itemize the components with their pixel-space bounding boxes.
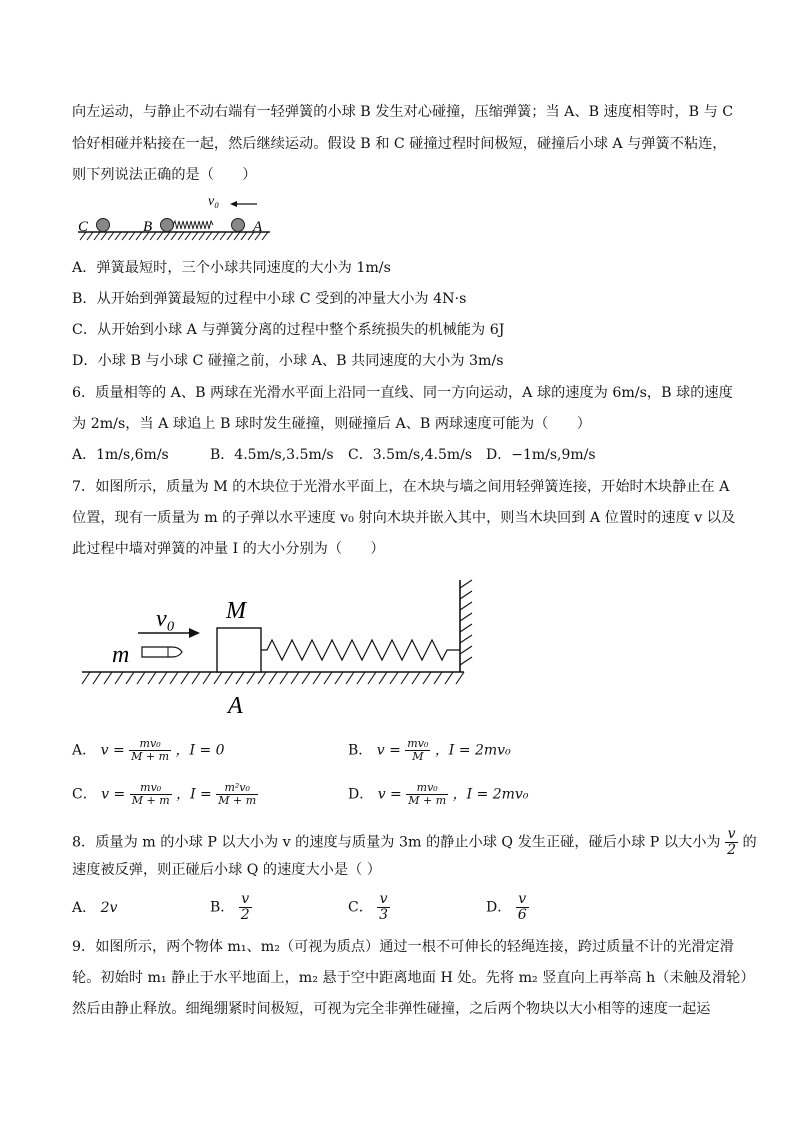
q9-line-3: 然后由静止释放。细绳绷紧时间极短，可视为完全非弹性碰撞，之后两个物块以大小相等的速度一起运 (72, 1001, 711, 1017)
q6-option-d: D．−1m/s,9m/s (486, 447, 596, 463)
q7-b-v-num: mv₀ (407, 737, 429, 750)
q7-a-letter: A． (72, 742, 97, 759)
q7-c-i-den: M + m (218, 794, 257, 807)
q8-line-1-tail: 的 (742, 834, 757, 851)
q7-spring (261, 640, 460, 660)
q8-c-den: 3 (379, 907, 389, 923)
q8-b-den: 2 (240, 907, 250, 923)
q7-d-v-fraction (406, 782, 448, 807)
q8-b-num: v (239, 892, 252, 908)
q8-d-den: 6 (517, 907, 527, 923)
q7-b-letter: B． (348, 742, 373, 759)
q6-line-1: 6．质量相等的 A、B 两球在光滑水平面上沿同一直线、同一方向运动，A 球的速度为 6m/s，B 球的速度 (72, 385, 733, 401)
q7-label-M: M (226, 598, 246, 624)
q5-label-c: C (78, 219, 89, 235)
q7-c-letter: C． (72, 786, 97, 803)
q6-option-a: A．1m/s,6m/s (72, 447, 169, 463)
q5-option-b: B．从开始到弹簧最短的过程中小球 C 受到的冲量大小为 4N·s (72, 291, 467, 307)
bullet (142, 647, 182, 657)
q8-line-1-text: 8．质量为 m 的小球 P 以大小为 v 的速度与质量为 3m 的静止小球 Q 发生正碰，碰后小球 P 以大小为 (72, 834, 721, 851)
q7-label-m: m (112, 642, 130, 668)
q5-option-a: A．弹簧最短时，三个小球共同速度的大小为 1m/s (72, 260, 391, 276)
q7-a-v-lhs: v = (100, 742, 125, 759)
q7-d-impulse: ，I = 2mv₀ (452, 786, 529, 803)
q7-option-b (348, 738, 511, 763)
q7-d-v-den: M + m (408, 794, 447, 807)
q8-a-letter: A． (72, 900, 97, 916)
q7-b-impulse: ，I = 2mv₀ (434, 742, 511, 759)
q7-line-3: 此过程中墙对弹簧的冲量 I 的大小分别为（ ） (72, 541, 385, 557)
q7-c-i-fraction (216, 782, 258, 807)
q8-option-d (486, 892, 529, 923)
q5-line-2: 恰好相碰并粘接在一起，然后继续运动。假设 B 和 C 碰撞过程时间极短，碰撞后小球 A 与弹簧不粘连， (72, 136, 727, 152)
q7-a-impulse: ，I = 0 (175, 742, 225, 759)
q7-ground-hatching (82, 672, 464, 684)
q8-c-fraction (377, 892, 390, 923)
q7-b-v-den: M (412, 750, 424, 763)
q7-c-v-lhs: v = (101, 786, 126, 803)
q7-line-1: 7．如图所示，质量为 M 的木块位于光滑水平面上，在木块与墙之间用轻弹簧连接，开始时木块静止在 A (72, 479, 730, 495)
q8-option-c (348, 892, 390, 923)
q7-block-spring-figure (76, 574, 486, 724)
q7-d-letter: D． (348, 786, 374, 803)
wall-hatching (460, 580, 472, 665)
q7-label-v0: v₀ (156, 606, 175, 632)
q8-b-letter: B． (210, 899, 235, 916)
q5-ground-hatching (80, 232, 268, 240)
q7-a-v-den: M + m (131, 750, 170, 763)
q8-c-num: v (377, 892, 390, 908)
q5-label-v0: v₀ (208, 194, 220, 209)
q6-option-c: C．3.5m/s,4.5m/s (348, 447, 473, 463)
q7-option-a (72, 738, 225, 763)
q7-c-v-den: M + m (131, 794, 170, 807)
q8-fraction (725, 827, 738, 858)
q8-frac-den: 2 (727, 842, 737, 858)
q5-option-c: C．从开始到小球 A 与弹簧分离的过程中整个系统损失的机械能为 6J (72, 322, 505, 338)
q8-c-letter: C． (348, 899, 373, 916)
q5-spring (173, 221, 213, 229)
q7-option-c (72, 782, 258, 807)
q5-label-b: B (143, 219, 153, 235)
q5-option-d: D．小球 B 与小球 C 碰撞之前，小球 A、B 共同速度的大小为 3m/s (72, 353, 504, 369)
block-M (217, 628, 261, 672)
q7-a-v-fraction (129, 738, 171, 763)
q8-option-a (72, 898, 117, 918)
q7-c-v-num: mv₀ (130, 782, 172, 795)
q7-arrow-head (189, 628, 200, 638)
ball-a (232, 219, 245, 232)
ball-b (161, 219, 174, 232)
q9-line-2: 轮。初始时 m₁ 静止于水平地面上，m₂ 悬于空中距离地面 H 处。先将 m₂ 竖直向上再举高 h（未触及滑轮） (72, 970, 755, 986)
q7-line-2: 位置，现有一质量为 m 的子弹以水平速度 v₀ 射向木块并嵌入其中，则当木块回到 A 位置时的速度 v 以及 (72, 510, 736, 526)
q8-d-fraction (516, 892, 529, 923)
q8-option-b (210, 892, 252, 923)
q6-option-b: B．4.5m/s,3.5m/s (210, 447, 334, 463)
ball-c (97, 219, 110, 232)
q7-c-i-lhs: ，I = (176, 786, 212, 803)
q5-line-3: 则下列说法正确的是（ ） (72, 167, 257, 183)
q5-arrow-head (230, 201, 237, 207)
q7-c-i-num: m²v₀ (216, 782, 258, 795)
q7-a-v-num: mv₀ (129, 738, 171, 751)
q8-line-2: 速度被反弹，则正碰后小球 Q 的速度大小是（ ） (72, 862, 381, 878)
q7-label-A: A (228, 693, 243, 719)
q7-b-v-lhs: v = (376, 742, 401, 759)
q8-b-fraction (239, 892, 252, 923)
q8-frac-num: v (725, 827, 738, 843)
q9-line-1: 9．如图所示，两个物体 m₁、m₂（可视为质点）通过一根不可伸长的轻绳连接，跨过质量不计的光滑定滑 (72, 939, 734, 955)
q5-balls-figure (72, 188, 282, 244)
q5-label-a: A (253, 219, 263, 235)
q7-c-v-fraction (130, 782, 172, 807)
q8-a-value: 2v (100, 900, 118, 916)
q5-line-1: 向左运动，与静止不动右端有一轻弹簧的小球 B 发生对心碰撞，压缩弹簧；当 A、B 速度相等时，B 与 C (72, 104, 734, 120)
q7-d-v-num: mv₀ (406, 782, 448, 795)
q8-line-1 (72, 826, 757, 858)
q7-b-v-fraction (405, 738, 430, 763)
q7-d-v-lhs: v = (377, 786, 402, 803)
q8-d-letter: D． (486, 899, 512, 916)
q6-line-2: 为 2m/s，当 A 球追上 B 球时发生碰撞，则碰撞后 A、B 两球速度可能为（ ） (72, 416, 591, 432)
q7-option-d (348, 782, 528, 807)
q8-d-num: v (516, 892, 529, 908)
